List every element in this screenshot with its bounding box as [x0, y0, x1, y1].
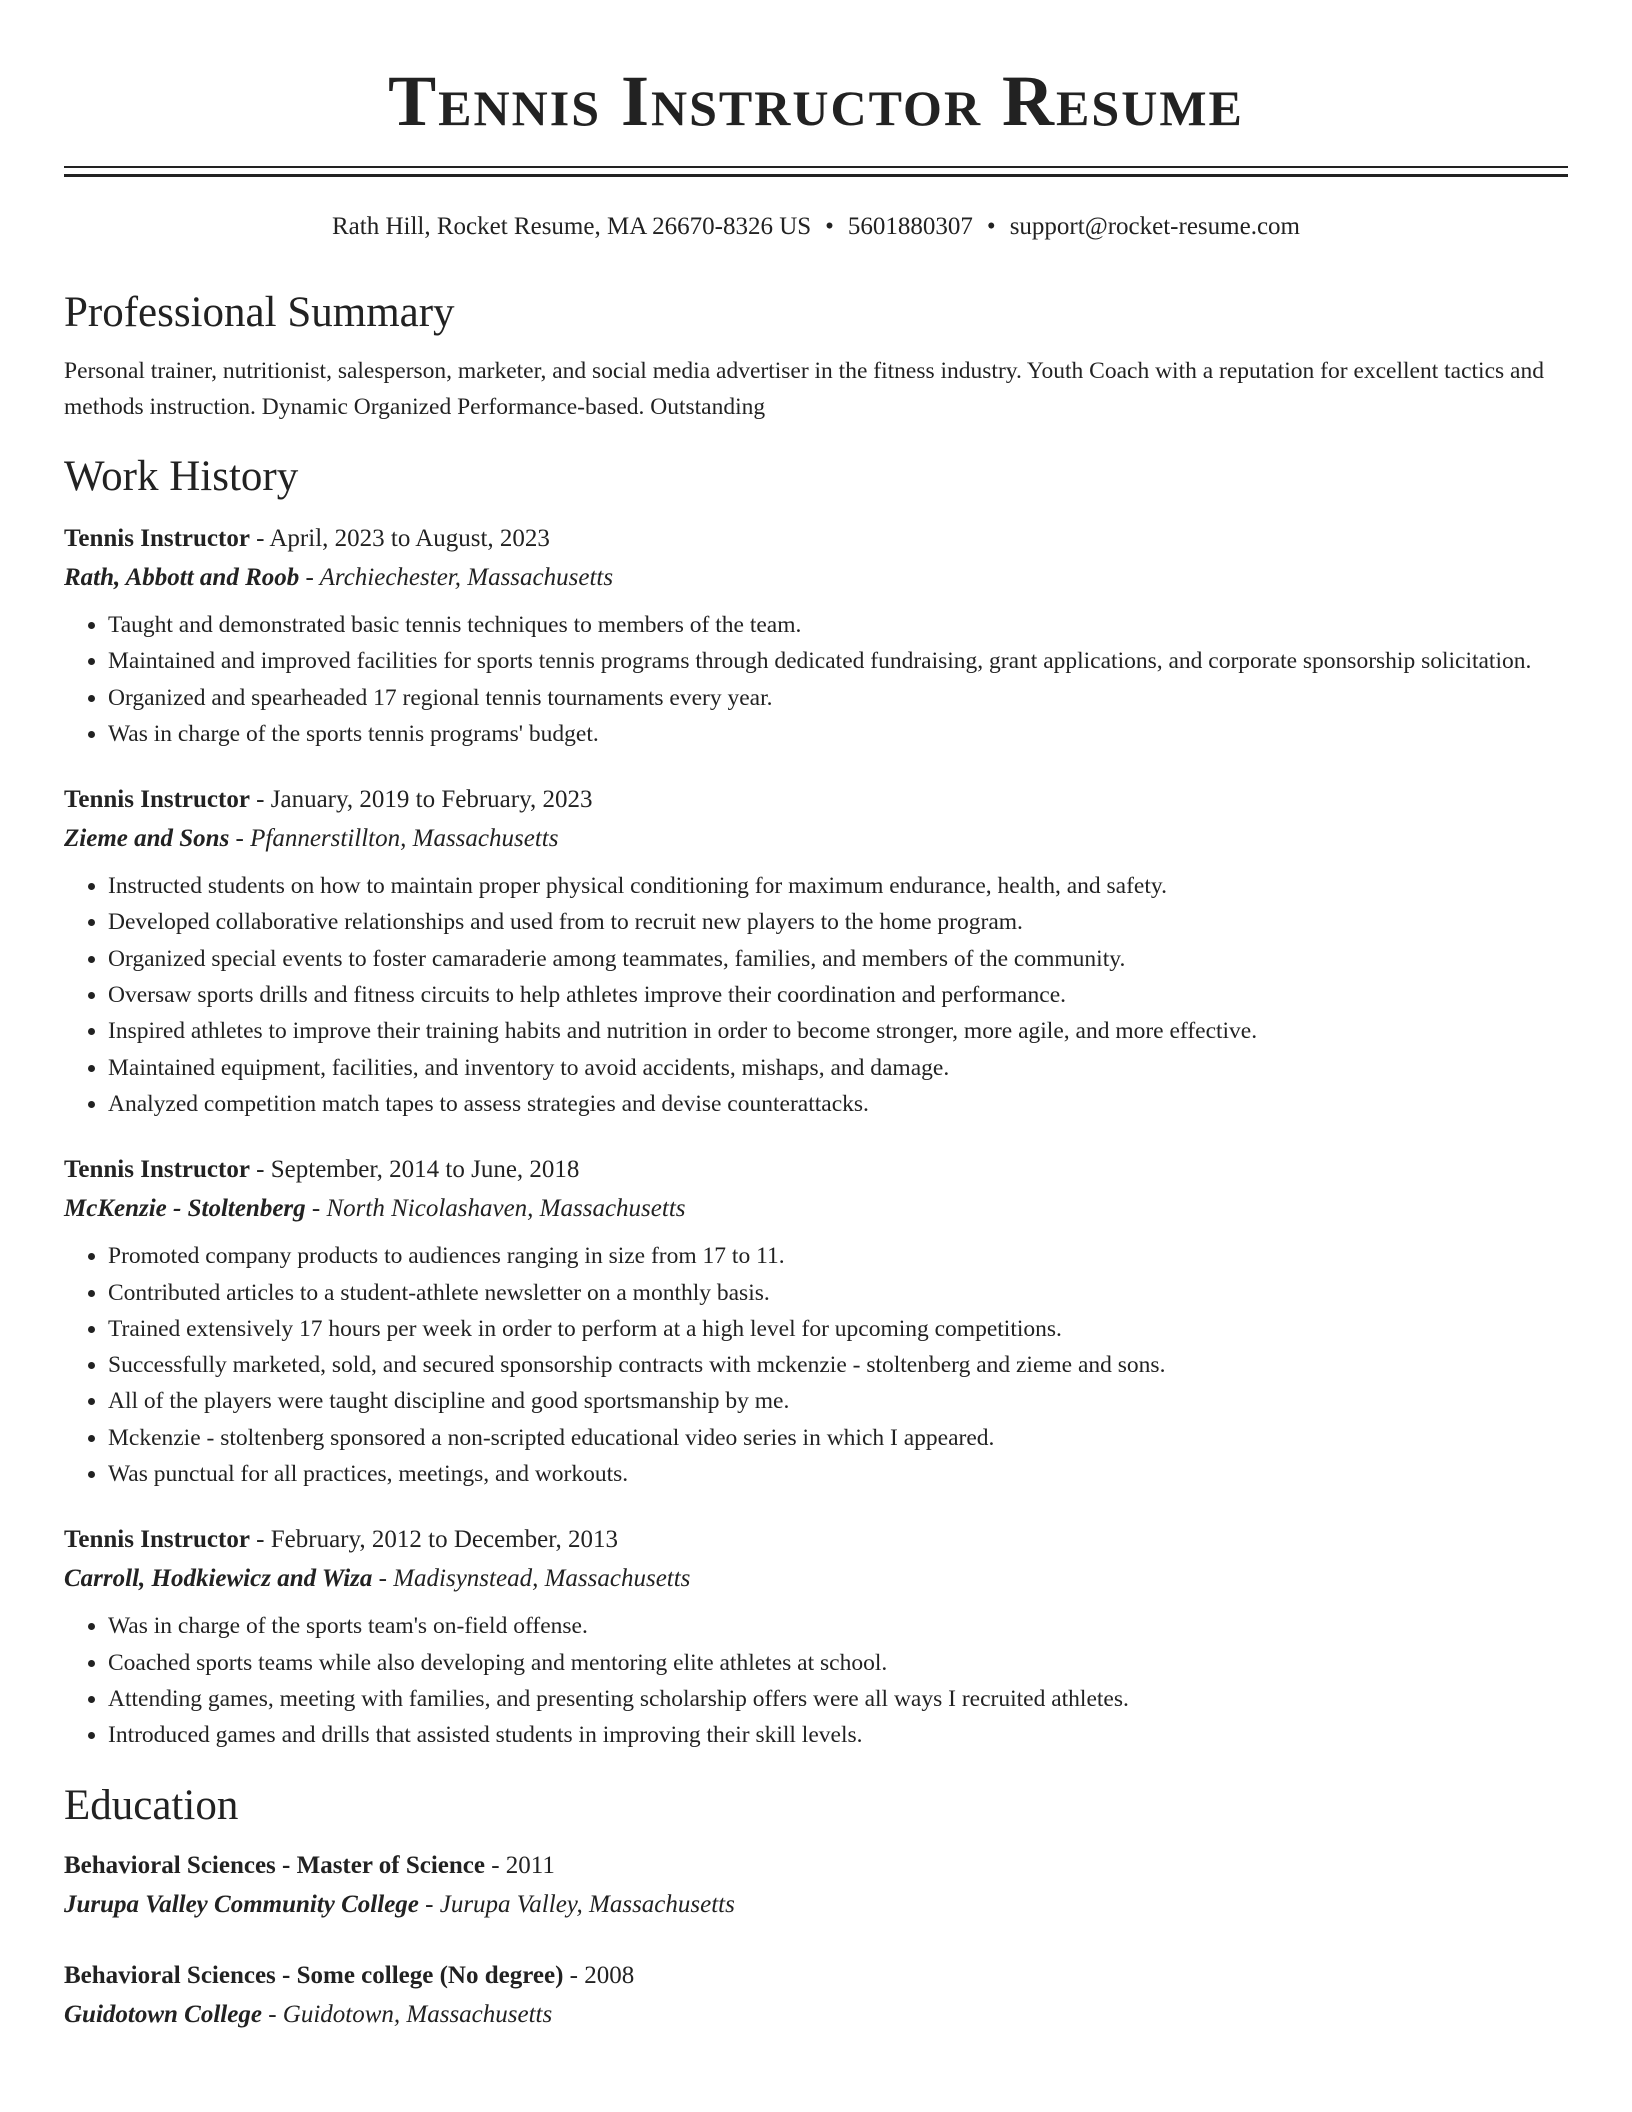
education-location: - Jurupa Valley, Massachusetts: [418, 1890, 735, 1918]
job-location: - Madisynstead, Massachusetts: [372, 1565, 691, 1593]
job-title-line: [64, 1520, 1568, 1560]
job-bullets: [64, 607, 1568, 752]
job-entry: [64, 519, 1568, 752]
list-item: • Contributed articles to a student-athlete newsletter on a monthly basis.: [108, 1275, 1568, 1311]
education-entry: [64, 1956, 1568, 2034]
job-bullets: [64, 868, 1568, 1122]
education-degree: Behavioral Sciences - Master of Science: [64, 1851, 485, 1879]
job-company-line: [64, 1560, 1568, 1598]
education-school-line: [64, 1996, 1568, 2034]
list-item: • Inspired athletes to improve their training habits and nutrition in order to become stronger, more agile, and more effective.: [108, 1013, 1568, 1049]
education-location: - Guidotown, Massachusetts: [261, 2000, 553, 2028]
job-company: Zieme and Sons: [64, 825, 230, 853]
list-item: • Trained extensively 17 hours per week in order to perform at a high level for upcoming competitions.: [108, 1311, 1568, 1347]
list-item: • Was in charge of the sports tennis programs' budget.: [108, 716, 1568, 752]
education-school: Guidotown College: [64, 2000, 262, 2028]
job-title-line: [64, 780, 1568, 820]
job-bullets: [64, 1608, 1568, 1753]
job-company: Carroll, Hodkiewicz and Wiza: [64, 1565, 373, 1593]
job-dates: - September, 2014 to June, 2018: [249, 1156, 580, 1184]
job-company-line: [64, 559, 1568, 597]
job-entry: [64, 1150, 1568, 1492]
list-item: • Coached sports teams while also developing and mentoring elite athletes at school.: [108, 1645, 1568, 1681]
education-year: - 2008: [563, 1961, 635, 1989]
list-item: • Analyzed competition match tapes to assess strategies and devise counterattacks.: [108, 1086, 1568, 1122]
education-school: Jurupa Valley Community College: [64, 1890, 419, 1918]
job-entry: [64, 1520, 1568, 1753]
list-item: • Was in charge of the sports team's on-field offense.: [108, 1608, 1568, 1644]
education-degree-line: [64, 1956, 1568, 1996]
contact-separator: •: [986, 213, 996, 240]
job-location: - Archiechester, Massachusetts: [299, 564, 614, 591]
job-title-line: [64, 1150, 1568, 1190]
resume-title: Tennis Instructor Resume: [388, 61, 1244, 141]
list-item: • Maintained equipment, facilities, and inventory to avoid accidents, mishaps, and damage.: [108, 1050, 1568, 1086]
job-title: Tennis Instructor: [64, 1156, 250, 1184]
education-degree-line: [64, 1846, 1568, 1886]
job-title-line: [64, 519, 1568, 559]
list-item: • Instructed students on how to maintain proper physical conditioning for maximum endurance, health, and safety.: [108, 868, 1568, 904]
title-divider: [64, 166, 1568, 177]
contact-address: Rath Hill, Rocket Resume, MA 26670-8326 US: [332, 213, 812, 240]
list-item: • Maintained and improved facilities for sports tennis programs through dedicated fundraising, grant applications, and corporate sponsorship solicitation.: [108, 643, 1568, 679]
contact-separator: •: [825, 213, 834, 240]
education-degree: Behavioral Sciences - Some college (No degree): [64, 1961, 564, 1989]
contact-email: support@rocket-resume.com: [1009, 213, 1300, 240]
list-item: • Was punctual for all practices, meetings, and workouts.: [108, 1456, 1568, 1492]
education-school-line: [64, 1886, 1568, 1924]
list-item: • Successfully marketed, sold, and secured sponsorship contracts with mckenzie - stoltenberg and zieme and sons.: [108, 1347, 1568, 1383]
summary-text: Personal trainer, nutritionist, salesperson, marketer, and social media advertiser in the fitness industry. Youth Coach with a reputation for excellent tactics and methods instruction. Dynamic Organized Performance-based. Outstanding: [64, 358, 1544, 420]
education-year: - 2011: [484, 1851, 555, 1879]
job-title: Tennis Instructor: [64, 786, 250, 814]
work-history-heading: Work History: [64, 453, 299, 500]
contact-phone: 5601880307: [847, 213, 973, 240]
job-entry: [64, 780, 1568, 1122]
list-item: • Oversaw sports drills and fitness circuits to help athletes improve their coordination and performance.: [108, 977, 1568, 1013]
education-heading: Education: [64, 1781, 239, 1829]
job-company-line: [64, 820, 1568, 858]
list-item: • All of the players were taught discipline and good sportsmanship by me.: [108, 1383, 1568, 1419]
job-company-line: [64, 1190, 1568, 1228]
job-dates: - January, 2019 to February, 2023: [249, 786, 593, 814]
job-company: Rath, Abbott and Roob: [64, 564, 300, 591]
list-item: • Organized special events to foster camaraderie among teammates, families, and members of the community.: [108, 941, 1568, 977]
job-bullets: [64, 1238, 1568, 1492]
summary-heading: Professional Summary: [64, 289, 455, 336]
list-item: • Taught and demonstrated basic tennis techniques to members of the team.: [108, 607, 1568, 643]
list-item: • Organized and spearheaded 17 regional tennis tournaments every year.: [108, 680, 1568, 716]
job-title: Tennis Instructor: [64, 1526, 250, 1554]
contact-line: [64, 211, 1568, 243]
list-item: • Introduced games and drills that assisted students in improving their skill levels.: [108, 1717, 1568, 1753]
job-title: Tennis Instructor: [64, 525, 250, 552]
job-company: McKenzie - Stoltenberg: [64, 1195, 306, 1223]
education-entry: [64, 1846, 1568, 1924]
list-item: • Mckenzie - stoltenberg sponsored a non-scripted educational video series in which I appeared.: [108, 1420, 1568, 1456]
list-item: • Attending games, meeting with families, and presenting scholarship offers were all ways I recruited athletes.: [108, 1681, 1568, 1717]
job-dates: - April, 2023 to August, 2023: [249, 525, 550, 552]
job-location: - North Nicolashaven, Massachusetts: [305, 1195, 686, 1223]
job-location: - Pfannerstillton, Massachusetts: [229, 825, 559, 853]
job-dates: - February, 2012 to December, 2013: [249, 1526, 619, 1554]
list-item: • Promoted company products to audiences ranging in size from 17 to 11.: [108, 1238, 1568, 1274]
list-item: • Developed collaborative relationships and used from to recruit new players to the home program.: [108, 904, 1568, 940]
